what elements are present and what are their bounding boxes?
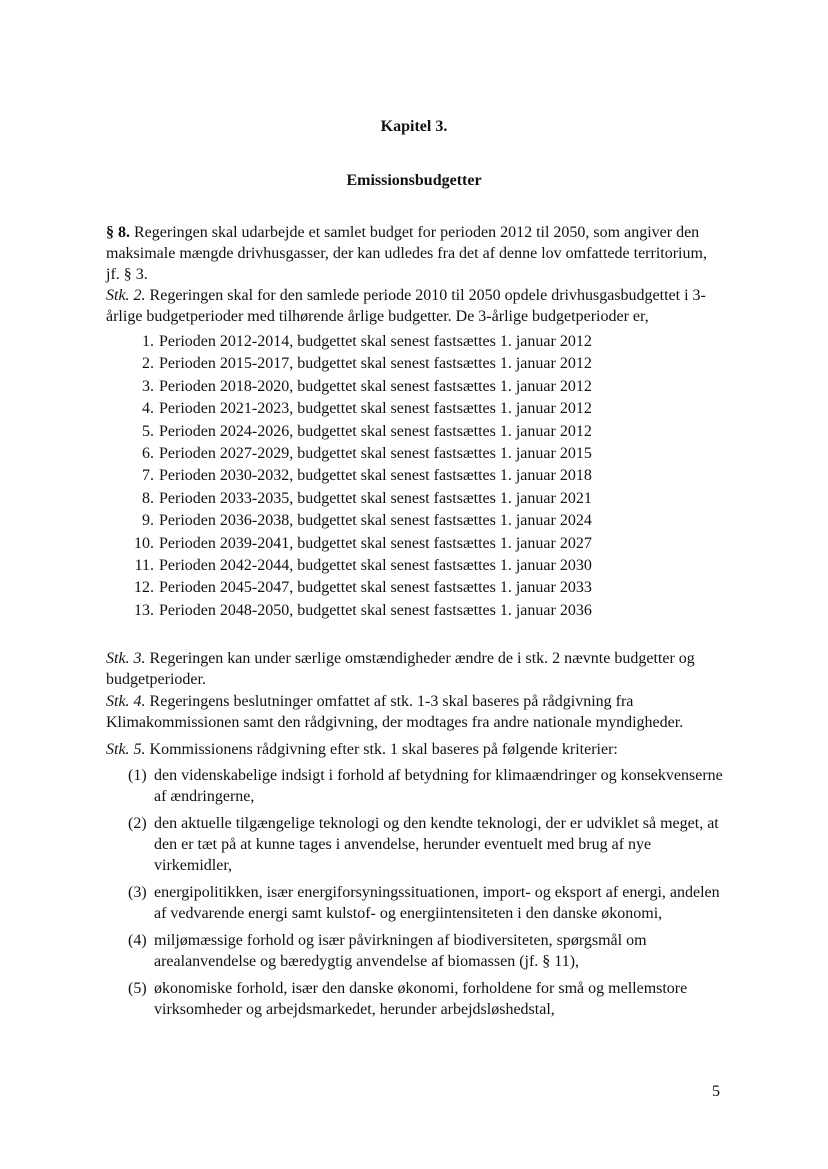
- criterion-number: (5): [128, 980, 147, 997]
- list-item: [122, 353, 682, 375]
- list-item-number: 1.: [142, 333, 154, 350]
- stk4-paragraph: [106, 691, 718, 733]
- list-item-text: Perioden 2033-2035, budgettet skal senest fastsættes 1. januar 2021: [159, 489, 592, 507]
- list-item-text: Perioden 2024-2026, budgettet skal senest fastsættes 1. januar 2012: [159, 422, 592, 440]
- criterion-number: (4): [128, 932, 147, 949]
- criterion-item: [128, 765, 728, 807]
- list-item-text: Perioden 2012-2014, budgettet skal senest fastsættes 1. januar 2012: [159, 333, 592, 350]
- criterion-number: (1): [128, 767, 147, 784]
- list-item-number: 10.: [134, 534, 154, 552]
- list-item-text: Perioden 2018-2020, budgettet skal senest fastsættes 1. januar 2012: [159, 377, 592, 395]
- stk3-paragraph: [106, 648, 718, 690]
- list-item: [122, 510, 682, 532]
- stk5-label: Stk. 5.: [106, 741, 146, 758]
- criterion-number: (2): [128, 815, 147, 832]
- list-item: [122, 376, 682, 398]
- criteria-list: [128, 765, 728, 1026]
- page-number: 5: [712, 1083, 720, 1100]
- list-item-number: 3.: [142, 377, 154, 395]
- list-item: [122, 488, 682, 510]
- list-item-number: 5.: [142, 422, 154, 440]
- criterion-item: [128, 930, 728, 972]
- section-title: Emissionsbudgetter: [346, 172, 482, 189]
- list-item-number: 8.: [142, 489, 154, 507]
- list-item-text: Perioden 2045-2047, budgettet skal senest fastsættes 1. januar 2033: [159, 579, 592, 597]
- criterion-text: den aktuelle tilgængelige teknologi og den kendte teknologi, der er udviklet så meget, at den er tæt på at kunne tages i anvendelse, herunder eventuelt med brug af nye virkemidler,: [154, 815, 719, 874]
- list-item: [122, 533, 682, 555]
- stk4-label: Stk. 4.: [106, 693, 146, 710]
- criterion-text: den videnskabelige indsigt i forhold af betydning for klimaændringer og konsekvenserne af ændringerne,: [154, 767, 723, 805]
- list-item: [122, 421, 682, 443]
- list-item-text: Perioden 2036-2038, budgettet skal senest fastsættes 1. januar 2024: [159, 512, 592, 530]
- criterion-item: [128, 882, 728, 924]
- list-item-text: Perioden 2015-2017, budgettet skal senest fastsættes 1. januar 2012: [159, 355, 592, 373]
- stk5-text: Kommissionens rådgivning efter stk. 1 skal baseres på følgende kriterier:: [145, 741, 618, 758]
- list-item-text: Perioden 2048-2050, budgettet skal senest fastsættes 1. januar 2036: [159, 601, 592, 619]
- list-item-number: 12.: [134, 579, 154, 597]
- criterion-text: økonomiske forhold, især den danske økonomi, forholdene for små og mellemstore virksomheder og arbejdsmarkedet, herunder arbejdsløshedstal,: [154, 980, 688, 1018]
- stk4-text: Regeringens beslutninger omfattet af stk. 1-3 skal baseres på rådgivning fra Klimakommissionen samt den rådgivning, der modtages fra andre nationale myndigheder.: [106, 693, 684, 731]
- list-item-number: 9.: [142, 512, 154, 530]
- criterion-number: (3): [128, 884, 147, 901]
- list-item-number: 11.: [134, 556, 154, 574]
- list-item-text: Perioden 2021-2023, budgettet skal senest fastsættes 1. januar 2012: [159, 400, 592, 418]
- list-item: [122, 443, 682, 465]
- list-item: [122, 331, 682, 353]
- criterion-text: miljømæssige forhold og især påvirkningen af biodiversiteten, spørgsmål om arealanvendelse og bæredygtig anvendelse af biomassen (jf. § 11),: [154, 932, 647, 970]
- list-item: [122, 555, 682, 577]
- list-item-text: Perioden 2042-2044, budgettet skal senest fastsættes 1. januar 2030: [159, 556, 592, 574]
- list-item: [122, 465, 682, 487]
- list-item-text: Perioden 2039-2041, budgettet skal senest fastsættes 1. januar 2027: [159, 534, 592, 552]
- list-item-number: 6.: [142, 444, 154, 462]
- list-item: [122, 600, 682, 622]
- list-item-text: Perioden 2030-2032, budgettet skal senest fastsættes 1. januar 2018: [159, 467, 592, 485]
- criterion-text: energipolitikken, især energiforsyningssituationen, import- og eksport af energi, andelen af vedvarende energi samt kulstof- og energiintensiteten i den danske økonomi,: [154, 884, 720, 922]
- list-item-number: 4.: [142, 400, 154, 418]
- stk3-text: Regeringen kan under særlige omstændigheder ændre de i stk. 2 nævnte budgetter og budgetperioder.: [106, 650, 695, 688]
- list-item-number: 7.: [142, 467, 154, 485]
- stk2-text: Regeringen skal for den samlede periode 2010 til 2050 opdele drivhusgasbudgettet i 3-årlige budgetperioder med tilhørende årlige budgetter. De 3-årlige budgetperioder er,: [106, 287, 706, 325]
- list-item-number: 13.: [134, 601, 154, 619]
- section-8-label: § 8.: [106, 224, 130, 241]
- stk2-paragraph: [106, 285, 718, 327]
- criterion-item: [128, 813, 728, 876]
- section-8-paragraph: [106, 222, 718, 285]
- list-item-text: Perioden 2027-2029, budgettet skal senest fastsættes 1. januar 2015: [159, 444, 592, 462]
- chapter-heading: Kapitel 3.: [380, 118, 448, 135]
- stk2-label: Stk. 2.: [106, 287, 146, 304]
- budget-period-list: [122, 331, 682, 622]
- list-item: [122, 577, 682, 599]
- section-8-text: Regeringen skal udarbejde et samlet budget for perioden 2012 til 2050, som angiver den maksimale mængde drivhusgasser, der kan udledes fra det af denne lov omfattede territorium, jf. § 3.: [106, 224, 707, 283]
- list-item-number: 2.: [142, 355, 154, 373]
- stk5-paragraph: [106, 739, 718, 760]
- list-item: [122, 398, 682, 420]
- criterion-item: [128, 978, 728, 1020]
- stk3-label: Stk. 3.: [106, 650, 146, 667]
